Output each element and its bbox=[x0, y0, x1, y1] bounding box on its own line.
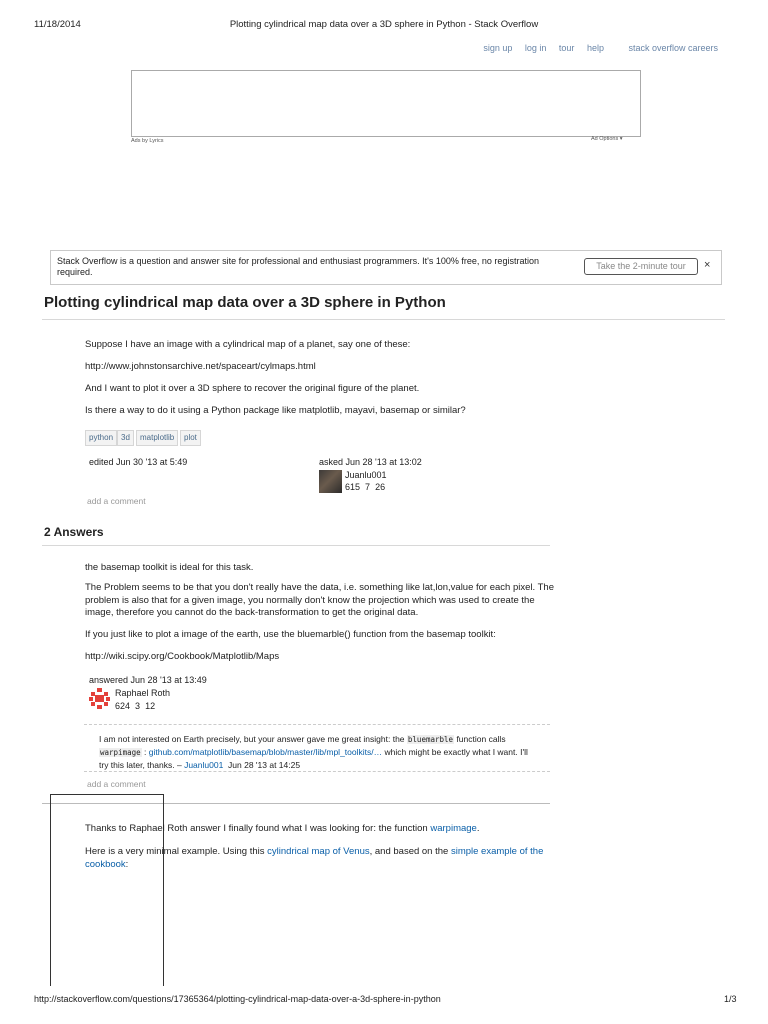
answer-paragraph: If you just like to plot a image of the earth, use the bluemarble() function from the basemap toolkit: bbox=[85, 629, 496, 640]
edited-link[interactable]: edited Jun 30 '13 at 5:49 bbox=[89, 457, 188, 467]
comment-date: Jun 28 '13 at 14:25 bbox=[228, 760, 301, 770]
comment-segment: I am not interested on Earth precisely, but your answer gave me great insight: the bbox=[99, 734, 405, 744]
reputation-score: 615 bbox=[345, 482, 361, 492]
comment-text: I am not interested on Earth precisely, but your answer gave me great insight: the bluemarble function calls warpimage : github.com/matplotlib/basemap/blob/master/lib/mpl_toolkits/… which might be exactly what I want. I'll try this later, thanks. – Juanlu001 Jun 28 '13 at 14:25 bbox=[99, 734, 528, 770]
title-divider bbox=[42, 319, 725, 320]
comment-user-link[interactable]: Juanlu001 bbox=[184, 760, 224, 770]
question-paragraph: Is there a way to do it using a Python package like matplotlib, mayavi, basemap or similar? bbox=[85, 405, 466, 416]
answer-paragraph bbox=[85, 846, 550, 871]
avatar[interactable] bbox=[88, 687, 111, 710]
question-link[interactable]: http://www.johnstonsarchive.net/spaceart/cylmaps.html bbox=[85, 361, 316, 372]
close-icon[interactable]: × bbox=[704, 259, 711, 271]
answer-paragraph: Thanks to Raphael Roth answer I finally found what I was looking for: the function warpimage. bbox=[85, 823, 480, 834]
tour-link[interactable]: tour bbox=[558, 43, 575, 53]
comment-segment: which might be exactly what I want. I'll try this later, thanks. – bbox=[99, 747, 528, 770]
tag-matplotlib[interactable]: matplotlib bbox=[136, 430, 178, 446]
ad-options-link[interactable] bbox=[591, 136, 623, 142]
avatar[interactable] bbox=[319, 470, 342, 493]
question-paragraph: Suppose I have an image with a cylindrical map of a planet, say one of these: bbox=[85, 339, 411, 350]
ad-options-icon: ▾ bbox=[619, 136, 623, 142]
login-link[interactable]: log in bbox=[524, 43, 547, 53]
top-nav bbox=[473, 43, 718, 53]
print-title: Plotting cylindrical map data over a 3D sphere in Python - Stack Overflow bbox=[229, 19, 539, 30]
frame-line bbox=[50, 794, 164, 795]
answered-date: answered Jun 28 '13 at 13:49 bbox=[89, 675, 207, 685]
print-footer-url: http://stackoverflow.com/questions/17365364/plotting-cylindrical-map-data-over-a-3d-sphere-in-python bbox=[34, 994, 441, 1004]
signup-link[interactable]: sign up bbox=[483, 43, 513, 53]
github-link[interactable]: github.com/matplotlib/basemap/blob/master/lib/mpl_toolkits/… bbox=[148, 747, 383, 757]
ad-label[interactable]: Ads by Lyrics bbox=[131, 138, 164, 144]
answer-divider bbox=[42, 803, 550, 804]
comment-segment: function calls bbox=[456, 734, 506, 744]
answers-divider bbox=[42, 545, 550, 546]
bronze-badge-count: 12 bbox=[145, 701, 156, 711]
asked-date: asked Jun 28 '13 at 13:02 bbox=[319, 457, 422, 467]
answer-paragraph: The Problem seems to be that you don't really have the data, i.e. something like lat,lon,value for each pixel. The problem is also that for a given image, you normally don't know the projection which was used to create the image, therefore you cannot do the back-transformation to get the original data. bbox=[85, 582, 554, 618]
answer-segment: Here is a very minimal example. Using this bbox=[85, 846, 265, 857]
print-page-number: 1/3 bbox=[724, 994, 737, 1004]
code-bluemarble: bluemarble bbox=[407, 735, 454, 744]
question-title[interactable]: Plotting cylindrical map data over a 3D sphere in Python bbox=[44, 294, 446, 311]
code-warpimage: warpimage bbox=[100, 748, 141, 757]
silver-badge-count: 7 bbox=[365, 482, 371, 492]
bronze-badge-count: 26 bbox=[375, 482, 386, 492]
warpimage-link[interactable]: warpimage bbox=[430, 823, 477, 834]
ad-options-label: Ad Options bbox=[591, 136, 619, 142]
venus-map-link[interactable]: cylindrical map of Venus bbox=[267, 846, 370, 857]
user-reputation bbox=[115, 701, 155, 711]
answer-segment: : bbox=[125, 858, 129, 870]
tag-python[interactable]: python bbox=[85, 430, 117, 446]
take-tour-button[interactable]: Take the 2-minute tour bbox=[584, 258, 698, 275]
answer-segment: Thanks to Raphael Roth answer I finally found what I was looking for: the function bbox=[85, 823, 428, 834]
user-link[interactable]: Raphael Roth bbox=[115, 688, 171, 698]
add-comment-link[interactable]: add a comment bbox=[87, 496, 146, 506]
cookbook-example-link[interactable]: simple example of the cookbook bbox=[85, 846, 544, 870]
frame-line bbox=[50, 794, 51, 986]
question-paragraph: And I want to plot it over a 3D sphere to recover the original figure of the planet. bbox=[85, 383, 420, 394]
help-link[interactable]: help bbox=[586, 43, 604, 53]
welcome-banner-text: Stack Overflow is a question and answer site for professional and enthusiast programmers. It's 100% free, no registration required. bbox=[57, 256, 539, 277]
add-comment-link[interactable]: add a comment bbox=[87, 779, 146, 789]
reputation-score: 624 bbox=[115, 701, 131, 711]
ad-box[interactable] bbox=[131, 70, 641, 137]
user-link[interactable]: Juanlu001 bbox=[345, 470, 387, 480]
silver-badge-count: 3 bbox=[135, 701, 141, 711]
tag-plot[interactable]: plot bbox=[180, 430, 201, 446]
careers-link[interactable]: stack overflow careers bbox=[628, 43, 718, 53]
cookbook-link[interactable]: http://wiki.scipy.org/Cookbook/Matplotlib/Maps bbox=[85, 651, 280, 662]
tag-3d[interactable]: 3d bbox=[117, 430, 134, 446]
answer-paragraph: the basemap toolkit is ideal for this task. bbox=[85, 562, 254, 573]
user-reputation bbox=[345, 482, 385, 492]
answer-segment: , and based on the bbox=[369, 846, 449, 857]
print-date: 11/18/2014 bbox=[34, 19, 81, 30]
answers-header: 2 Answers bbox=[44, 525, 104, 539]
